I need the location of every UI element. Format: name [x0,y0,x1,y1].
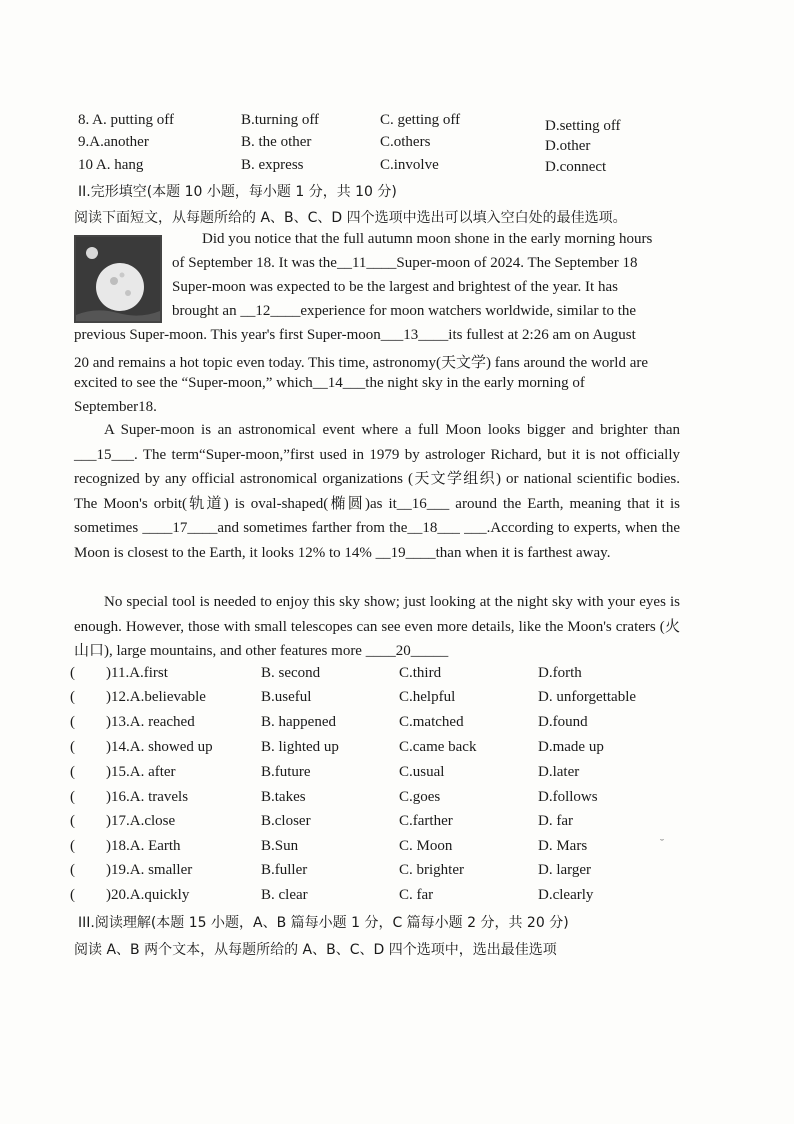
option-c: C.usual [399,764,445,780]
option-a: )18.A. Earth [106,838,181,854]
option-d: D.other [545,138,591,154]
option-d: D.made up [538,739,604,755]
option-d: D.setting off [545,118,621,134]
option-a: 9.A.another [78,134,149,150]
passage-line: 20 and remains a hot topic even today. This time, astronomy(天文学) fans around the world are [74,355,649,371]
option-d: D.later [538,764,580,780]
section-2-heading: II.完形填空(本题 10 小题，每小题 1 分，共 10 分) [78,184,397,200]
option-c: C.involve [380,157,439,173]
option-d: D.follows [538,789,598,805]
option-d: D. unforgettable [538,689,637,705]
option-d: D. far [538,813,573,829]
section-3-instruction: 阅读 A、B 两个文本，从每题所给的 A、B、C、D 四个选项中，选出最佳选项 [74,942,557,958]
option-a: 10 A. hang [78,157,144,173]
option-b: B. the other [241,134,312,150]
option-d: D.clearly [538,887,594,903]
answer-bracket[interactable]: ( [70,862,75,878]
passage-line: September18. [74,399,157,415]
question-13 [70,714,690,738]
option-c: C. Moon [399,838,453,854]
question-16 [70,789,690,813]
option-a: 8. A. putting off [78,112,174,128]
question-10-options [78,157,718,179]
option-b: B.Sun [261,838,299,854]
option-a: )11.A.first [106,665,168,681]
passage-line: of September 18. It was the__11____Super-moon of 2024. The September 18 [172,255,638,271]
answer-bracket[interactable]: ( [70,689,75,705]
passage-line: previous Super-moon. This year's first Super-moon___13____its fullest at 2:26 am on August [74,327,636,343]
option-b: B.closer [261,813,311,829]
question-15 [70,764,690,788]
option-a: )12.A.believable [106,689,206,705]
option-a: )14.A. showed up [106,739,213,755]
option-a: )17.A.close [106,813,176,829]
option-b: B.fuller [261,862,308,878]
question-20 [70,887,690,911]
option-d: D.found [538,714,588,730]
option-c: C.came back [399,739,477,755]
option-a: )16.A. travels [106,789,189,805]
answer-bracket[interactable]: ( [70,789,75,805]
option-c: C. far [399,887,434,903]
option-d: D.forth [538,665,582,681]
question-18 [70,838,690,862]
option-c: C.helpful [399,689,456,705]
passage-paragraph-3: No special tool is needed to enjoy this sky show; just looking at the night sky with your eyes is enough. However, those with small telescopes can see even more details, like the Moon's craters (火山口), large mountains, and other features more ____20_____ [74,594,680,659]
question-12 [70,689,690,713]
option-b: B. happened [261,714,336,730]
section-2-instruction: 阅读下面短文，从每题所给的 A、B、C、D 四个选项中选出可以填入空白处的最佳选项。 [74,210,627,226]
answer-bracket[interactable]: ( [70,714,75,730]
answer-bracket[interactable]: ( [70,739,75,755]
option-b: B.useful [261,689,312,705]
option-d: D. Mars [538,838,588,854]
scan-mark: ˘ [660,836,664,850]
option-b: B.future [261,764,311,780]
passage-line: Did you notice that the full autumn moon shone in the early morning hours [202,231,653,247]
option-a: )20.A.quickly [106,887,190,903]
option-c: C.goes [399,789,441,805]
answer-bracket[interactable]: ( [70,665,75,681]
option-b: B.turning off [241,112,320,128]
question-14 [70,739,690,763]
question-11 [70,665,690,689]
option-b: B.takes [261,789,306,805]
section-3-heading: III.阅读理解(本题 15 小题，A、B 篇每小题 1 分，C 篇每小题 2 分，共 20 分) [78,915,569,931]
moon-image [74,235,162,323]
option-a: )15.A. after [106,764,176,780]
option-c: C. getting off [380,112,461,128]
option-c: C. brighter [399,862,464,878]
option-b: B. lighted up [261,739,339,755]
option-c: C.farther [399,813,453,829]
option-a: )19.A. smaller [106,862,193,878]
option-b: B. express [241,157,304,173]
passage-line: brought an __12____experience for moon watchers worldwide, similar to the [172,303,637,319]
option-b: B. clear [261,887,308,903]
option-c: C.matched [399,714,464,730]
question-9-options [78,134,718,156]
question-8-options [78,112,718,134]
answer-bracket[interactable]: ( [70,764,75,780]
option-d: D. larger [538,862,592,878]
answer-bracket[interactable]: ( [70,813,75,829]
option-d: D.connect [545,159,607,175]
option-b: B. second [261,665,321,681]
passage-line: Super-moon was expected to be the largest and brightest of the year. It has [172,279,618,295]
option-c: C.others [380,134,431,150]
question-17 [70,813,690,837]
answer-bracket[interactable]: ( [70,887,75,903]
passage-paragraph-2: A Super-moon is an astronomical event where a full Moon looks bigger and brighter than ___15___. The term“Super-moon,”first used in 1979 by astrologer Richard, but it is not officially recognized by any official astronomical organizations (天文学组织) or national scientific bodies. The Moon's orbit(轨道) is oval-shaped(椭圆)as it__16___ around the Earth, meaning that it is sometimes ____17____and sometimes farther from the__18___ ___.According to experts, when the Moon is closest to the Earth, it looks 12% to 14% __19____than when it is farthest away. [74,422,680,561]
passage-line: excited to see the “Super-moon,” which__14___the night sky in the early morning of [74,375,585,391]
question-19 [70,862,690,886]
moon-illustration [76,237,160,321]
option-a: )13.A. reached [106,714,195,730]
answer-bracket[interactable]: ( [70,838,75,854]
option-c: C.third [399,665,442,681]
